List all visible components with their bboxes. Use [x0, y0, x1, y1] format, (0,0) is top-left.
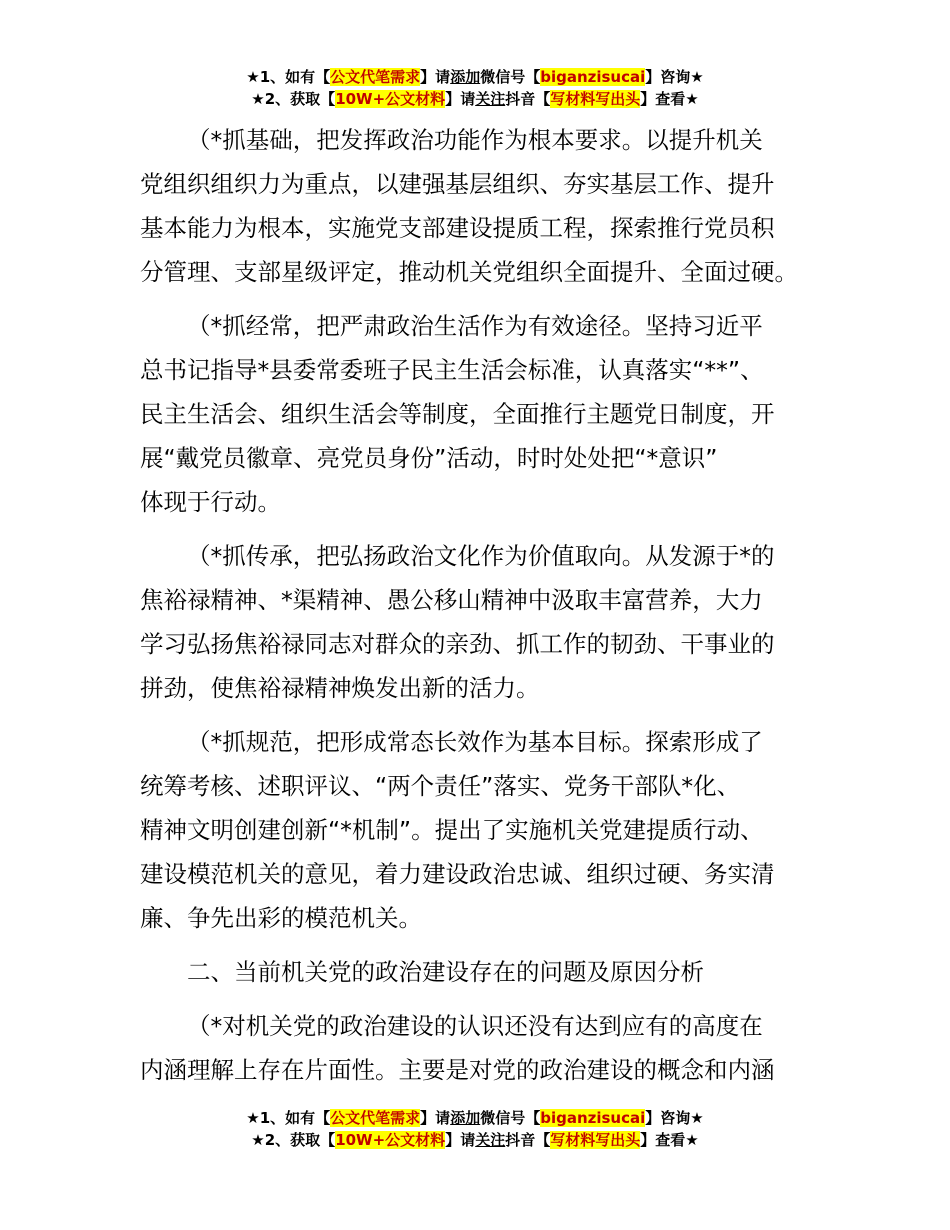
- text-line: 学习弘扬焦裕禄同志对群众的亲劲、抓工作的韧劲、干事业的: [140, 630, 775, 658]
- footer-banner: [0, 1107, 950, 1151]
- banner-text: 】请: [420, 1109, 451, 1127]
- text-line: 内涵理解上存在片面性。主要是对党的政治建设的概念和内涵: [140, 1056, 775, 1084]
- banner-underlined-text: 关注: [475, 90, 506, 108]
- highlight-materials: 10W+公文材料: [335, 1131, 446, 1149]
- banner-text: 】请: [445, 90, 476, 108]
- banner-underlined-text: 关注: [475, 1131, 506, 1149]
- banner-text: ★1、如有【: [246, 1109, 331, 1127]
- paragraph-norms: [140, 720, 824, 940]
- highlight-materials: 10W+公文材料: [335, 90, 446, 108]
- banner-text: 微信号【: [480, 1109, 541, 1127]
- text-line: （*抓经常，把严肃政治生活作为有效途径。坚持习近平: [187, 312, 763, 340]
- highlight-service: 公文代笔需求: [330, 68, 421, 86]
- highlight-wechat-id: biganzisucai: [540, 68, 646, 86]
- banner-text: ★2、获取【: [251, 90, 336, 108]
- banner-line-2: [0, 1129, 950, 1151]
- text-line: （*抓传承，把弘扬政治文化作为价值取向。从发源于*的: [187, 542, 775, 570]
- section-heading: [140, 950, 824, 994]
- text-line: （*抓基础，把发挥政治功能作为根本要求。以提升机关: [187, 126, 763, 154]
- highlight-service: 公文代笔需求: [330, 1109, 421, 1127]
- text-line: （*对机关党的政治建设的认识还没有达到应有的高度在: [187, 1012, 763, 1040]
- text-line: 总书记指导*县委常委班子民主生活会标准，认真落实“**”、: [140, 356, 764, 384]
- banner-underlined-text: 添加: [450, 1109, 481, 1127]
- banner-text: ★1、如有【: [246, 68, 331, 86]
- text-line: 建设模范机关的意见，着力建设政治忠诚、组织过硬、务实清: [140, 860, 775, 888]
- banner-line-1: [0, 66, 950, 88]
- text-line: 拼劲，使焦裕禄精神焕发出新的活力。: [140, 674, 540, 702]
- paragraph-issues: [140, 1004, 824, 1092]
- text-line: 体现于行动。: [140, 488, 281, 516]
- banner-text: 】请: [445, 1131, 476, 1149]
- text-line: 精神文明创建创新“*机制”。提出了实施机关党建提质行动、: [140, 816, 764, 844]
- paragraph-regular: [140, 304, 824, 524]
- banner-text: ★2、获取【: [251, 1131, 336, 1149]
- banner-text: 微信号【: [480, 68, 541, 86]
- paragraph-basics: [140, 118, 824, 294]
- banner-text: 】咨询★: [645, 68, 704, 86]
- paragraph-heritage: [140, 534, 824, 710]
- highlight-douyin-account: 写材料写出头: [550, 90, 641, 108]
- banner-text: 】咨询★: [645, 1109, 704, 1127]
- text-line: 展“戴党员徽章、亮党员身份”活动，时时处处把“*意识”: [140, 444, 718, 472]
- header-banner: [0, 66, 950, 110]
- banner-line-2: [0, 88, 950, 110]
- text-line: 统筹考核、述职评议、“两个责任”落实、党务干部队*化、: [140, 772, 741, 800]
- banner-line-1: [0, 1107, 950, 1129]
- text-line: 焦裕禄精神、*渠精神、愚公移山精神中汲取丰富营养，大力: [140, 586, 763, 614]
- banner-text: 】查看★: [640, 1131, 699, 1149]
- document-body: [140, 118, 824, 1102]
- banner-text: 抖音【: [505, 1131, 551, 1149]
- text-line: 基本能力为根本，实施党支部建设提质工程，探索推行党员积: [140, 214, 775, 242]
- highlight-wechat-id: biganzisucai: [540, 1109, 646, 1127]
- banner-text: 】请: [420, 68, 451, 86]
- text-line: 廉、争先出彩的模范机关。: [140, 904, 422, 932]
- text-line: 民主生活会、组织生活会等制度，全面推行主题党日制度，开: [140, 400, 775, 428]
- text-line: （*抓规范，把形成常态长效作为基本目标。探索形成了: [187, 728, 763, 756]
- banner-text: 】查看★: [640, 90, 699, 108]
- banner-underlined-text: 添加: [450, 68, 481, 86]
- banner-text: 抖音【: [505, 90, 551, 108]
- text-line: 党组织组织力为重点，以建强基层组织、夯实基层工作、提升: [140, 170, 775, 198]
- heading-line: 二、当前机关党的政治建设存在的问题及原因分析: [187, 958, 704, 986]
- text-line: 分管理、支部星级评定，推动机关党组织全面提升、全面过硬。: [140, 258, 798, 286]
- highlight-douyin-account: 写材料写出头: [550, 1131, 641, 1149]
